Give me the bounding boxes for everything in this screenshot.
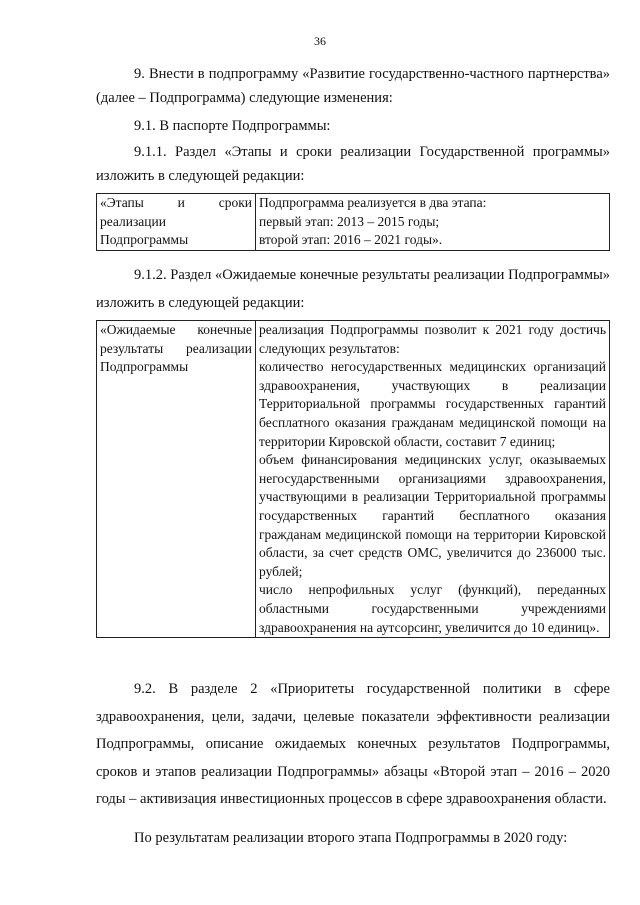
stages-line: второй этап: 2016 – 2021 годы». [259,232,443,248]
stages-line: первый этап: 2013 – 2015 годы; [259,213,440,229]
item-9-section [96,62,610,110]
results-paragraph: число непрофильных услуг (функций), переданных областными государственными учреждениями здравоохранения на аутсорсинг, увеличится до 10 единиц». [259,582,606,635]
results-table-row [97,321,610,638]
results-table [96,320,610,638]
results-intro-paragraph: По результатам реализации второго этапа Подпрограммы в 2020 году: [134,830,568,846]
item-9-1-section [96,114,610,138]
stages-table-row [97,194,610,251]
item-9-1-1-paragraph: 9.1.1. Раздел «Этапы и сроки реализации Государственной программы» изложить в следующей редакции: [96,144,610,184]
stages-label-cell: «Этапы и сроки реализации Подпрограммы [97,194,256,251]
results-paragraph: объем финансирования медицинских услуг, оказываемых негосударственными организациями здравоохранения, участвующими в реализации Территориальной программы государственных гарантий бесплатного оказания гражданам медицинской помощи на территории Кировской области, за счет средств ОМС, увеличится до 236000 тыс. рублей; [259,452,606,579]
stages-table [96,193,610,251]
item-9-1-2-paragraph: 9.1.2. Раздел «Ожидаемые конечные результаты реализации Подпрограммы» изложить в следующей редакции: [96,267,610,311]
stages-value-cell [256,194,610,251]
results-paragraph: реализация Подпрограммы позволит к 2021 году достичь следующих результатов: [259,322,606,356]
results-section [96,826,610,850]
page-number: 36 [314,34,326,48]
item-9-2-paragraph: 9.2. В разделе 2 «Приоритеты государственной политики в сфере здравоохранения, цели, задачи, целевые показатели эффективности реализации Подпрограммы, описание ожидаемых конечных результатов Подпрограммы, сроков и этапов реализации Подпрограммы» абзацы «Второй этап – 2016 – 2020 годы – активизация инвестиционных процессов в сфере здравоохранения области. [96,681,610,807]
item-9-1-2-section [96,262,610,317]
item-9-paragraph: 9. Внести в подпрограмму «Развитие государственно-частного партнерства» (далее – Подпрограмма) следующие изменения: [96,66,610,106]
results-value-cell [256,321,610,638]
results-label-cell: «Ожидаемые конечные результаты реализации Подпрограммы [97,321,256,638]
stages-line: Подпрограмма реализуется в два этапа: [259,195,487,210]
results-paragraph: количество негосударственных медицинских организаций здравоохранения, участвующих в реализации Территориальной программы государственных гарантий бесплатного оказания гражданам медицинской помощи на территории Кировской области, составит 7 единиц; [259,359,606,449]
item-9-1-1-section [96,140,610,188]
item-9-1-paragraph: 9.1. В паспорте Подпрограммы: [134,118,331,134]
item-9-2-section [96,676,610,814]
